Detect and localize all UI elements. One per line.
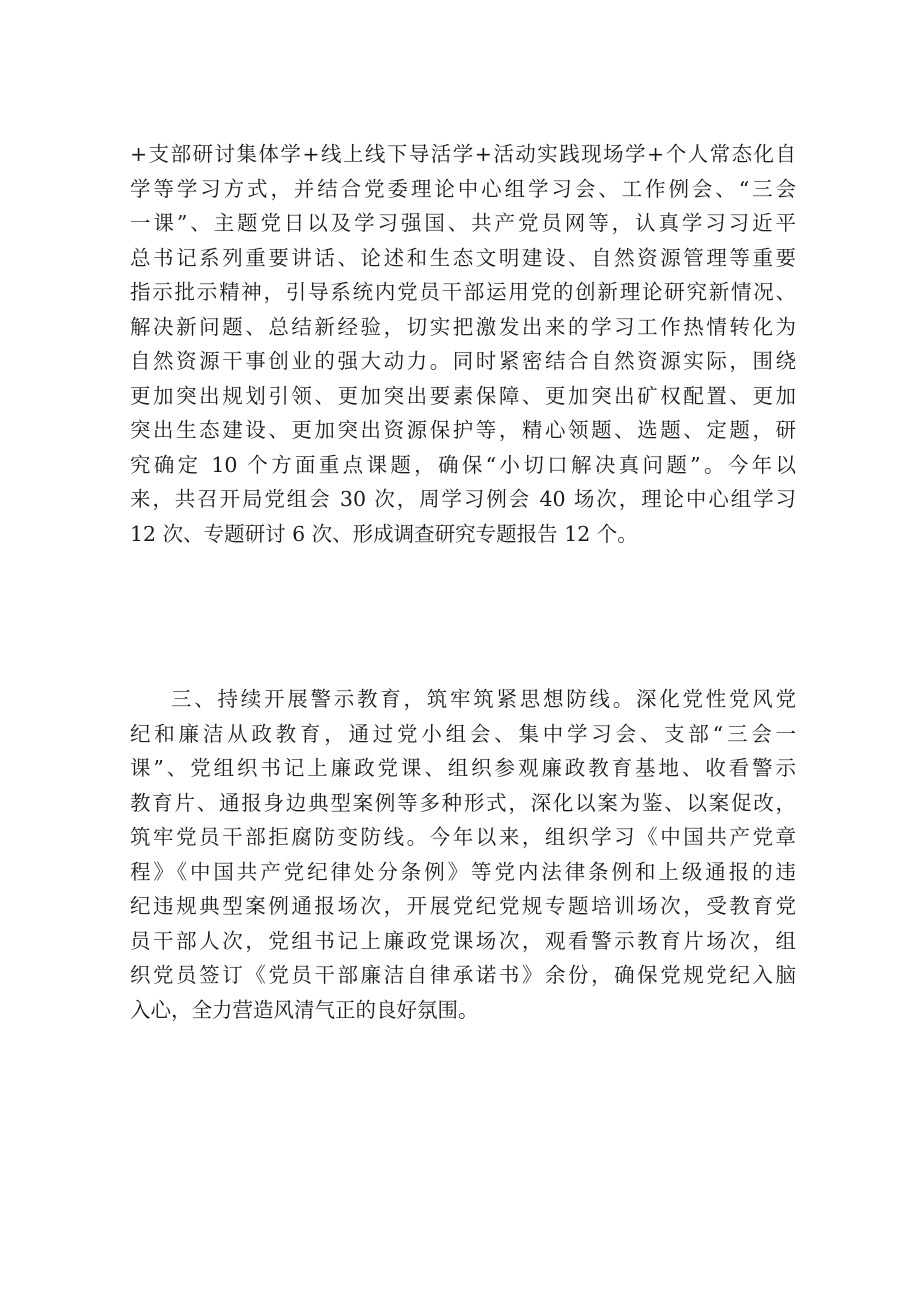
- paragraph-warning-education: [130, 682, 796, 1027]
- paragraph-line: 课”、党组织书记上廉政党课、组织参观廉政教育基地、收看警示: [130, 756, 796, 780]
- paragraph-study-methods: [130, 137, 796, 551]
- paragraph-line: 突出生态建设、更加突出资源保护等，精心领题、选题、定题，研: [130, 418, 796, 442]
- paragraph-line: 程》《中国共产党纪律处分条例》等党内法律条例和上级通报的违: [130, 859, 796, 884]
- paragraph-line: 究确定 10 个方面重点课题，确保“小切口解决真问题”。今年以: [130, 452, 796, 477]
- paragraph-line: 员干部人次，党组书记上廉政党课场次，观看警示教育片场次，组: [130, 928, 796, 953]
- paragraph-line: 纪违规典型案例通报场次，开展党纪党规专题培训场次，受教育党: [130, 894, 796, 918]
- paragraph-line: 一课”、主题党日以及学习强国、共产党员网等，认真学习习近平: [130, 211, 796, 235]
- paragraph-line: 指示批示精神，引导系统内党员干部运用党的创新理论研究新情况、: [130, 280, 796, 304]
- paragraph-line: 更加突出规划引领、更加突出要素保障、更加突出矿权配置、更加: [130, 383, 796, 408]
- paragraph-line: 来，共召开局党组会 30 次，周学习例会 40 场次，理论中心组学习: [130, 487, 796, 511]
- paragraph-line: 教育片、通报身边典型案例等多种形式，深化以案为鉴、以案促改，: [130, 790, 796, 815]
- paragraph-line: 总书记系列重要讲话、论述和生态文明建设、自然资源管理等重要: [130, 245, 796, 270]
- paragraph-line: 入心，全力营造风清气正的良好氛围。: [130, 997, 479, 1022]
- paragraph-line: 筑牢党员干部拒腐防变防线。今年以来，组织学习《中国共产党章: [130, 825, 796, 849]
- section-heading-line: 三、持续开展警示教育，筑牢筑紧思想防线。深化党性党风党: [171, 687, 796, 711]
- paragraph-line: 纪和廉洁从政教育，通过党小组会、集中学习会、支部“三会一: [130, 721, 796, 746]
- paragraph-line: +支部研讨集体学+线上线下导活学+活动实践现场学+个人常态化自: [130, 142, 796, 166]
- paragraph-line: 12 次、专题研讨 6 次、形成调查研究专题报告 12 个。: [130, 521, 638, 546]
- paragraph-line: 自然资源干事创业的强大动力。同时紧密结合自然资源实际，围绕: [130, 349, 796, 373]
- paragraph-line: 解决新问题、总结新经验，切实把激发出来的学习工作热情转化为: [130, 314, 796, 339]
- paragraph-line: 学等学习方式，并结合党委理论中心组学习会、工作例会、“三会: [130, 176, 796, 201]
- paragraph-line: 织党员签订《党员干部廉洁自律承诺书》余份，确保党规党纪入脑: [130, 963, 796, 987]
